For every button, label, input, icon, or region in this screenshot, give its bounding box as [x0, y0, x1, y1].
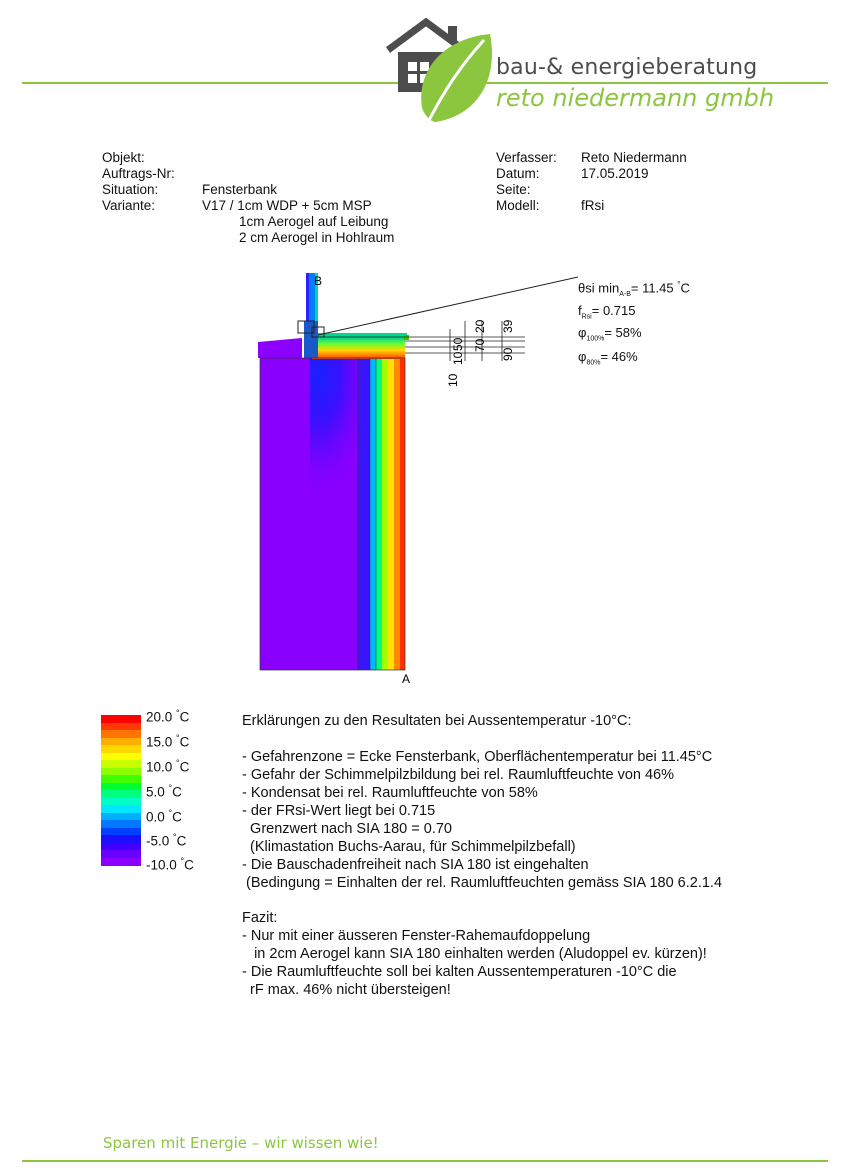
f-subscript: Rsi: [581, 313, 592, 321]
dim-10-upper: 10: [451, 351, 465, 365]
dim-10-lower: 10: [446, 373, 460, 387]
f-label: f: [578, 303, 582, 318]
meta-value-verfasser: Reto Niedermann: [581, 150, 687, 165]
phi80-symbol: φ: [578, 349, 587, 364]
theta-value: = 11.45: [630, 280, 674, 296]
legend-label-20: 20.0 °C: [146, 708, 190, 725]
phi100-symbol: φ: [578, 325, 587, 340]
meta-label-modell: Modell:: [496, 198, 540, 213]
dim-50: 50: [451, 337, 465, 351]
explanation-line: - Die Bauschadenfreiheit nach SIA 180 ist eingehalten: [242, 857, 589, 873]
meta-label-auftrag: Auftrags-Nr:: [102, 166, 175, 181]
meta-right: [496, 150, 746, 220]
legend-label-0: 0.0 °C: [146, 808, 182, 825]
legend-label-minus5: -5.0 °C: [146, 832, 187, 849]
theta-label: si min: [585, 280, 620, 296]
f-value: = 0.715: [591, 303, 636, 318]
meta-label-seite: Seite:: [496, 182, 531, 197]
company-name-line2: reto niedermann gmbh: [496, 84, 775, 112]
meta-value-variante: V17 / 1cm WDP + 5cm MSP: [202, 198, 372, 213]
footer-slogan: Sparen mit Energie – wir wissen wie!: [103, 1134, 379, 1152]
logo-house-leaf-icon: [386, 18, 498, 134]
explanation-line: - Gefahrenzone = Ecke Fensterbank, Oberflächentemperatur bei 11.45°C: [242, 749, 713, 765]
explanation-line: - der FRsi-Wert liegt bei 0.715: [242, 803, 436, 819]
variant-extra-1: 1cm Aerogel auf Leibung: [239, 214, 389, 229]
result-phi80: [578, 349, 638, 367]
fazit-title: Fazit:: [242, 910, 278, 926]
theta-subscript: A-B: [619, 290, 631, 298]
dim-70: 70: [473, 338, 487, 352]
explanation-line: - Gefahr der Schimmelpilzbildung bei rel. Raumluftfeuchte von 46%: [242, 767, 674, 783]
fazit-line: - Nur mit einer äusseren Fenster-Rahemaufdoppelung: [242, 928, 591, 944]
fazit-line: - Die Raumluftfeuchte soll bei kalten Aussentemperaturen -10°C die: [242, 964, 677, 980]
meta-value-modell: fRsi: [581, 198, 605, 213]
explanation-line: (Klimastation Buchs-Aarau, für Schimmelpilzbefall): [242, 839, 576, 855]
point-b-label: B: [314, 274, 323, 288]
theta-unit: C: [680, 280, 690, 296]
explanation-line: - Kondensat bei rel. Raumluftfeuchte von 58%: [242, 785, 538, 801]
phi100-value: = 58%: [604, 325, 642, 340]
meta-label-datum: Datum:: [496, 166, 540, 181]
meta-value-situation: Fensterbank: [202, 182, 278, 197]
phi100-subscript: 100%: [586, 335, 605, 343]
meta-value-datum: 17.05.2019: [581, 166, 649, 181]
thermal-bridge-diagram: [250, 265, 580, 695]
result-phi100: [578, 325, 642, 343]
footer-rule: [22, 1160, 828, 1162]
legend-label-minus10: -10.0 °C: [146, 856, 194, 873]
fazit-line: in 2cm Aerogel kann SIA 180 einhalten werden (Aludoppel ev. kürzen)!: [242, 946, 707, 962]
explanation-line: Grenzwert nach SIA 180 = 0.70: [242, 821, 452, 837]
variant-extra-2: 2 cm Aerogel in Hohlraum: [239, 230, 395, 245]
result-frsi: [578, 303, 636, 321]
meta-label-situation: Situation:: [102, 182, 159, 197]
explanation-line: (Bedingung = Einhalten der rel. Raumluftfeuchten gemäss SIA 180 6.2.1.4: [242, 875, 723, 891]
result-theta: θsi $\min_{A-B}= 11.45$ °C: [578, 280, 690, 298]
meta-label-verfasser: Verfasser:: [496, 150, 557, 165]
temperature-color-scale: [101, 715, 141, 865]
dim-39: 39: [501, 319, 515, 333]
company-name-line1: bau-& energieberatung: [496, 55, 758, 80]
meta-label-variante: Variante:: [102, 198, 156, 213]
legend-label-15: 15.0 °C: [146, 733, 190, 750]
dim-90: 90: [501, 347, 515, 361]
point-a-label: A: [402, 672, 411, 686]
meta-left: [102, 150, 432, 250]
meta-label-objekt: Objekt:: [102, 150, 145, 165]
explanation-block: [242, 713, 832, 1003]
fazit-line: rF max. 46% nicht übersteigen!: [242, 982, 451, 998]
legend-label-5: 5.0 °C: [146, 783, 182, 800]
legend-label-10: 10.0 °C: [146, 758, 190, 775]
phi80-value: = 46%: [600, 349, 638, 364]
phi80-subscript: 80%: [586, 359, 601, 367]
theta-symbol: θ: [578, 280, 586, 296]
explanation-title: Erklärungen zu den Resultaten bei Aussentemperatur -10°C:: [242, 713, 632, 729]
legend-color-band: [101, 858, 141, 866]
dim-20: 20: [473, 319, 487, 333]
